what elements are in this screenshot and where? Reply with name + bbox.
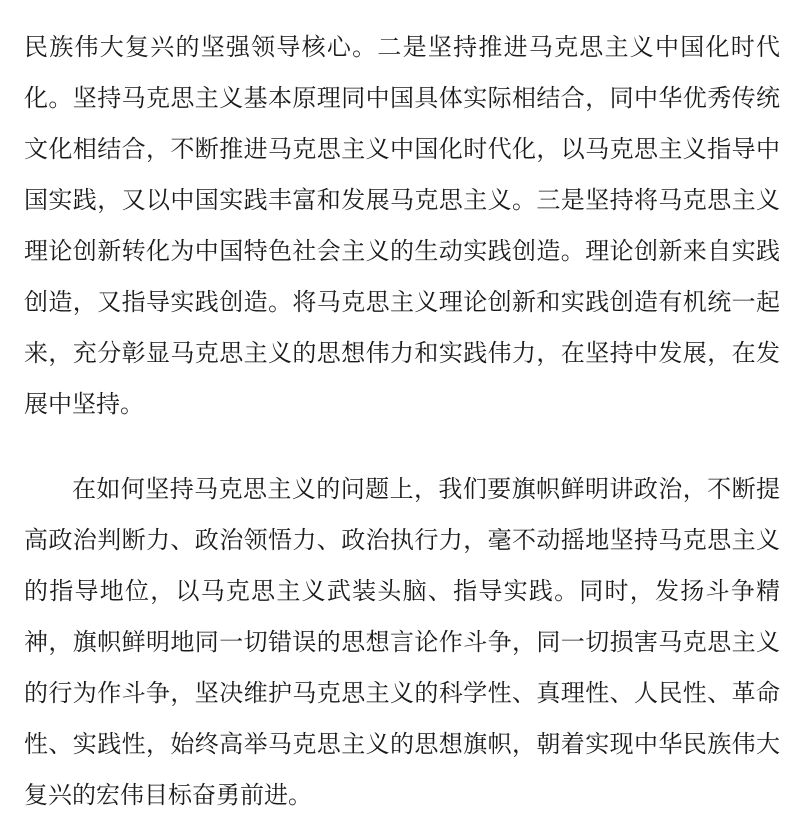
paragraph-2: 在如何坚持马克思主义的问题上，我们要旗帜鲜明讲政治，不断提高政治判断力、政治领悟力、政治执行力，毫不动摇地坚持马克思主义的指导地位，以马克思主义武装头脑、指导实践。同时，发扬斗争精神，旗帜鲜明地同一切错误的思想言论作斗争，同一切损害马克思主义的行为作斗争，坚决维护马克思主义的科学性、真理性、人民性、革命性、实践性，始终高举马克思主义的思想旗帜，朝着实现中华民族伟大复兴的宏伟目标奋勇前进。 [24, 475, 780, 809]
paragraph-1: 民族伟大复兴的坚强领导核心。二是坚持推进马克思主义中国化时代化。坚持马克思主义基本原理同中国具体实际相结合，同中华优秀传统文化相结合，不断推进马克思主义中国化时代化，以马克思主义指导中国实践，又以中国实践丰富和发展马克思主义。三是坚持将马克思主义理论创新转化为中国特色社会主义的生动实践创造。理论创新来自实践创造，又指导实践创造。将马克思主义理论创新和实践创造有机统一起来，充分彰显马克思主义的思想伟力和实践伟力，在坚持中发展，在发展中坚持。 [24, 33, 780, 418]
paragraph-spacer [24, 430, 780, 464]
